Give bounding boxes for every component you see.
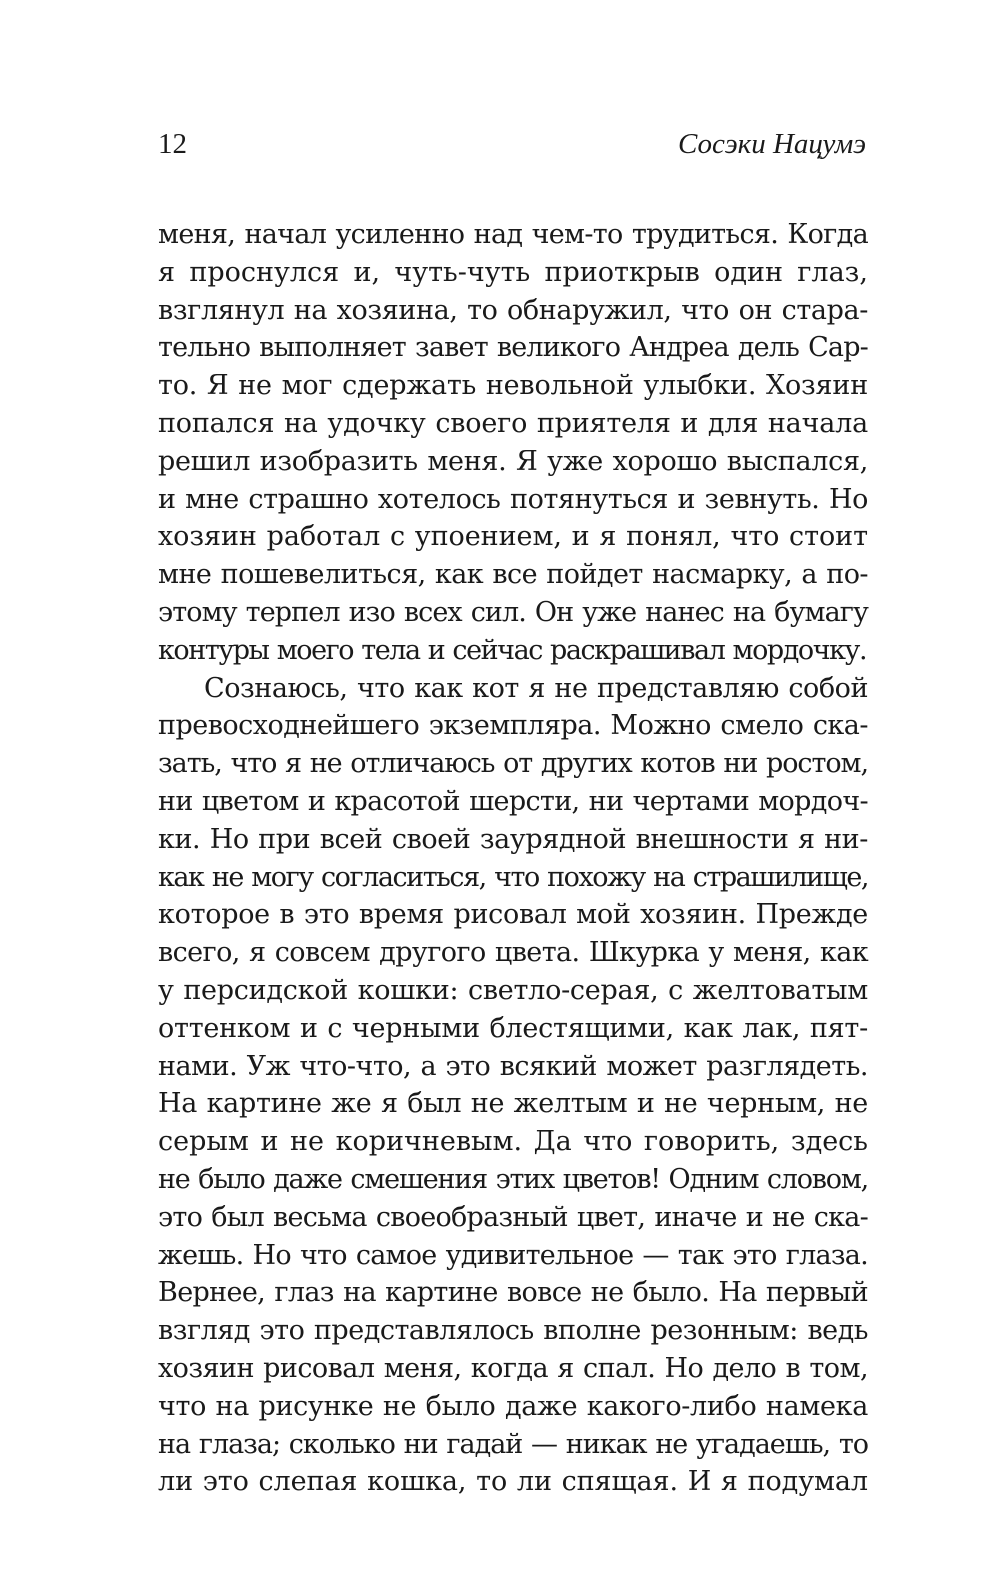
- text-line: ни цветом и красотой шерсти, ни чертами мордоч-: [158, 785, 868, 817]
- text-line: контуры моего тела и сейчас раскрашивал мордочку.: [158, 634, 867, 666]
- text-line: на глаза; сколько ни гадай — никак не угадаешь, то: [158, 1428, 868, 1460]
- text-line: хозяин работал с упоением, и я понял, что стоит: [158, 521, 868, 553]
- text-line: что на рисунке не было даже какого-либо намека: [158, 1390, 868, 1422]
- text-line: ли это слепая кошка, то ли спящая. И я подумал: [158, 1466, 868, 1498]
- text-line: нами. Уж что-что, а это всякий может разглядеть.: [158, 1050, 868, 1082]
- text-line: это был весьма своеобразный цвет, иначе и не ска-: [158, 1201, 868, 1233]
- text-line: то. Я не мог сдержать невольной улыбки. Хозяин: [158, 370, 868, 402]
- paragraph: [158, 216, 868, 670]
- body-text: [158, 216, 868, 1501]
- text-line: попался на удочку своего приятеля и для начала: [158, 407, 868, 439]
- text-line: тельно выполняет завет великого Андреа дель Сар-: [158, 332, 868, 364]
- text-line: решил изобразить меня. Я уже хорошо выспался,: [158, 445, 868, 477]
- text-line: Сознаюсь, что как кот я не представляю собой: [204, 672, 868, 704]
- text-line: мне пошевелиться, как все пойдет насмарку, а по-: [158, 559, 868, 591]
- text-line: и мне страшно хотелось потянуться и зевнуть. Но: [158, 483, 868, 515]
- text-line: превосходнейшего экземпляра. Можно смело ска-: [158, 710, 868, 742]
- page-number: 12: [158, 128, 187, 160]
- text-line: взглянул на хозяина, то обнаружил, что он стара-: [158, 294, 868, 326]
- text-line: меня, начал усиленно над чем-то трудиться. Когда: [158, 219, 868, 250]
- text-line: оттенком и с черными блестящими, как лак, пят-: [158, 1012, 868, 1044]
- text-line: я проснулся и, чуть-чуть приоткрыв один глаз,: [158, 256, 868, 288]
- text-line: На картине же я был не желтым и не черным, не: [158, 1088, 868, 1120]
- text-line: Вернее, глаз на картине вовсе не было. На первый: [158, 1277, 868, 1309]
- paragraph: [158, 670, 868, 1502]
- text-line: у персидской кошки: светло-серая, с желтоватым: [158, 974, 868, 1006]
- text-line: не было даже смешения этих цветов! Одним словом,: [158, 1163, 868, 1195]
- text-line: ки. Но при всей своей заурядной внешности я ни-: [158, 823, 868, 855]
- text-line: хозяин рисовал меня, когда я спал. Но дело в том,: [158, 1352, 868, 1384]
- text-line: зать, что я не отличаюсь от других котов ни ростом,: [158, 748, 868, 780]
- text-line: серым и не коричневым. Да что говорить, здесь: [158, 1126, 868, 1158]
- text-line: взгляд это представлялось вполне резонным: ведь: [158, 1315, 868, 1347]
- text-line: всего, я совсем другого цвета. Шкурка у меня, как: [158, 937, 868, 969]
- page-header: [158, 128, 866, 168]
- text-line: жешь. Но что самое удивительное — так это глаза.: [158, 1239, 868, 1271]
- text-line: этому терпел изо всех сил. Он уже нанес на бумагу: [158, 596, 868, 628]
- text-line: как не могу согласиться, что похожу на страшилище,: [158, 861, 868, 893]
- running-head-author: Сосэки Нацумэ: [677, 128, 866, 160]
- text-line: которое в это время рисовал мой хозяин. Прежде: [158, 899, 868, 931]
